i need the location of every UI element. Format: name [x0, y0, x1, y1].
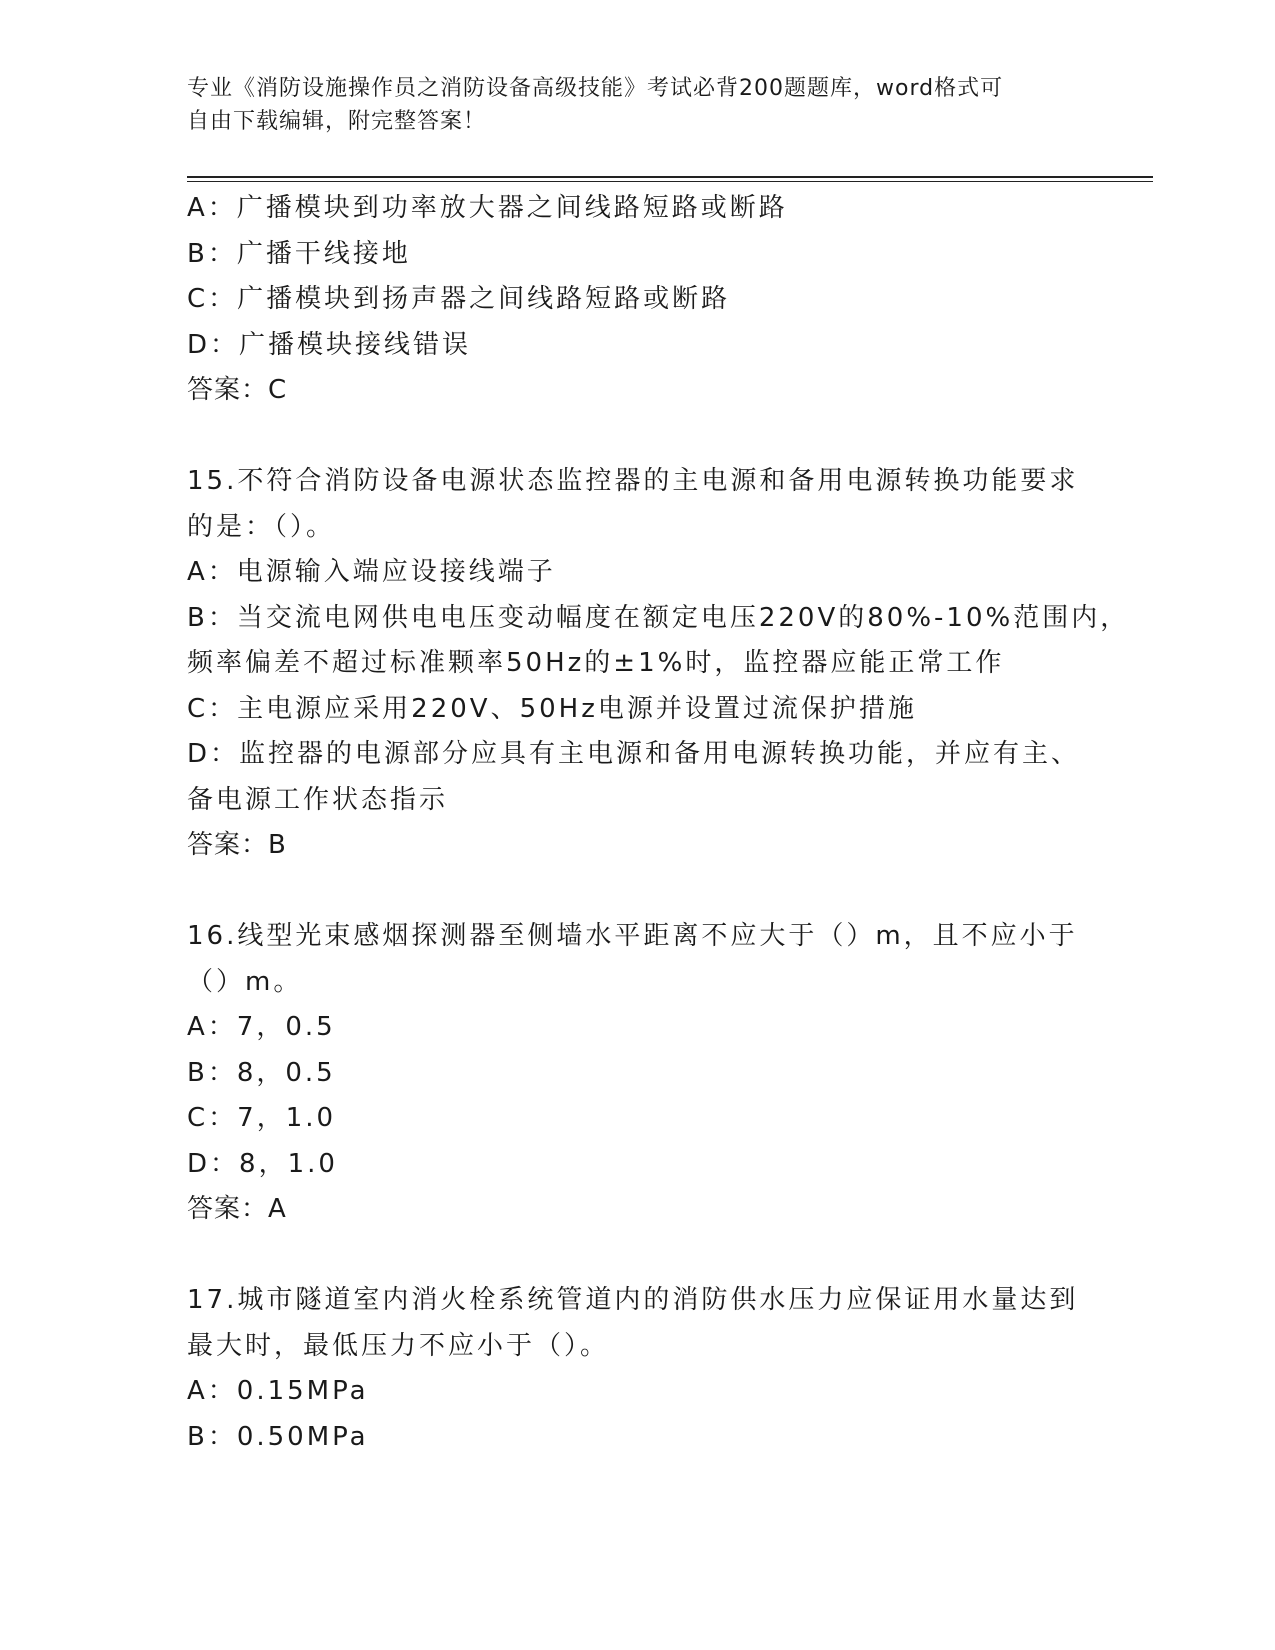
- question-16: [187, 914, 1087, 1233]
- option-b: B：广播干线接地: [187, 238, 411, 269]
- option-b: B：当交流电网供电电压变动幅度在额定电压220V的80%-10%范围内，: [187, 602, 1130, 633]
- question-text-line: （）m。: [187, 966, 303, 997]
- option-d: D：监控器的电源部分应具有主电源和备用电源转换功能，并应有主、: [187, 739, 1081, 769]
- answer-line: 答案：A: [187, 1194, 287, 1224]
- option-d: D：广播模块接线错误: [187, 329, 472, 360]
- header-divider-thin: [187, 181, 1153, 182]
- question-list: [187, 186, 1130, 1460]
- header-line-1: 专业《消防设施操作员之消防设备高级技能》考试必背200题题库，word格式可: [187, 76, 1004, 101]
- option-a: A：电源输入端应设接线端子: [187, 557, 556, 587]
- question-text-line: 最大时，最低压力不应小于（）。: [187, 1330, 610, 1361]
- document-header: [187, 72, 1087, 138]
- question-text-line: 16.线型光束感烟探测器至侧墙水平距离不应大于（）m，且不应小于: [187, 921, 1078, 951]
- header-divider-thick: [187, 176, 1153, 178]
- option-d: D：8，1.0: [187, 1148, 338, 1179]
- question-text-line: 15.不符合消防设备电源状态监控器的主电源和备用电源转换功能要求: [187, 466, 1079, 496]
- option-a: A：7，0.5: [187, 1012, 336, 1042]
- option-a: A：0.15MPa: [187, 1376, 369, 1406]
- option-c: C：主电源应采用220V、50Hz电源并设置过流保护措施: [187, 693, 917, 724]
- answer-line: 答案：C: [187, 375, 288, 405]
- option-c: C：7，1.0: [187, 1103, 337, 1133]
- option-b: B：8，0.5: [187, 1057, 336, 1088]
- option-d-continued: 备电源工作状态指示: [187, 784, 449, 815]
- question-text-line: 17.城市隧道室内消火栓系统管道内的消防供水压力应保证用水量达到: [187, 1285, 1079, 1315]
- question-17: [187, 1278, 1087, 1460]
- option-b-continued: 频率偏差不超过标准颗率50Hz的±1%时，监控器应能正常工作: [187, 648, 1005, 678]
- question-14-continued: [187, 186, 1087, 414]
- option-a: A：广播模块到功率放大器之间线路短路或断路: [187, 193, 788, 223]
- question-text-line: 的是：（）。: [187, 511, 336, 542]
- question-15: [187, 459, 1130, 869]
- option-c: C：广播模块到扬声器之间线路短路或断路: [187, 284, 731, 314]
- option-b: B：0.50MPa: [187, 1421, 369, 1452]
- answer-line: 答案：B: [187, 830, 287, 860]
- header-line-2: 自由下载编辑，附完整答案！: [187, 109, 487, 134]
